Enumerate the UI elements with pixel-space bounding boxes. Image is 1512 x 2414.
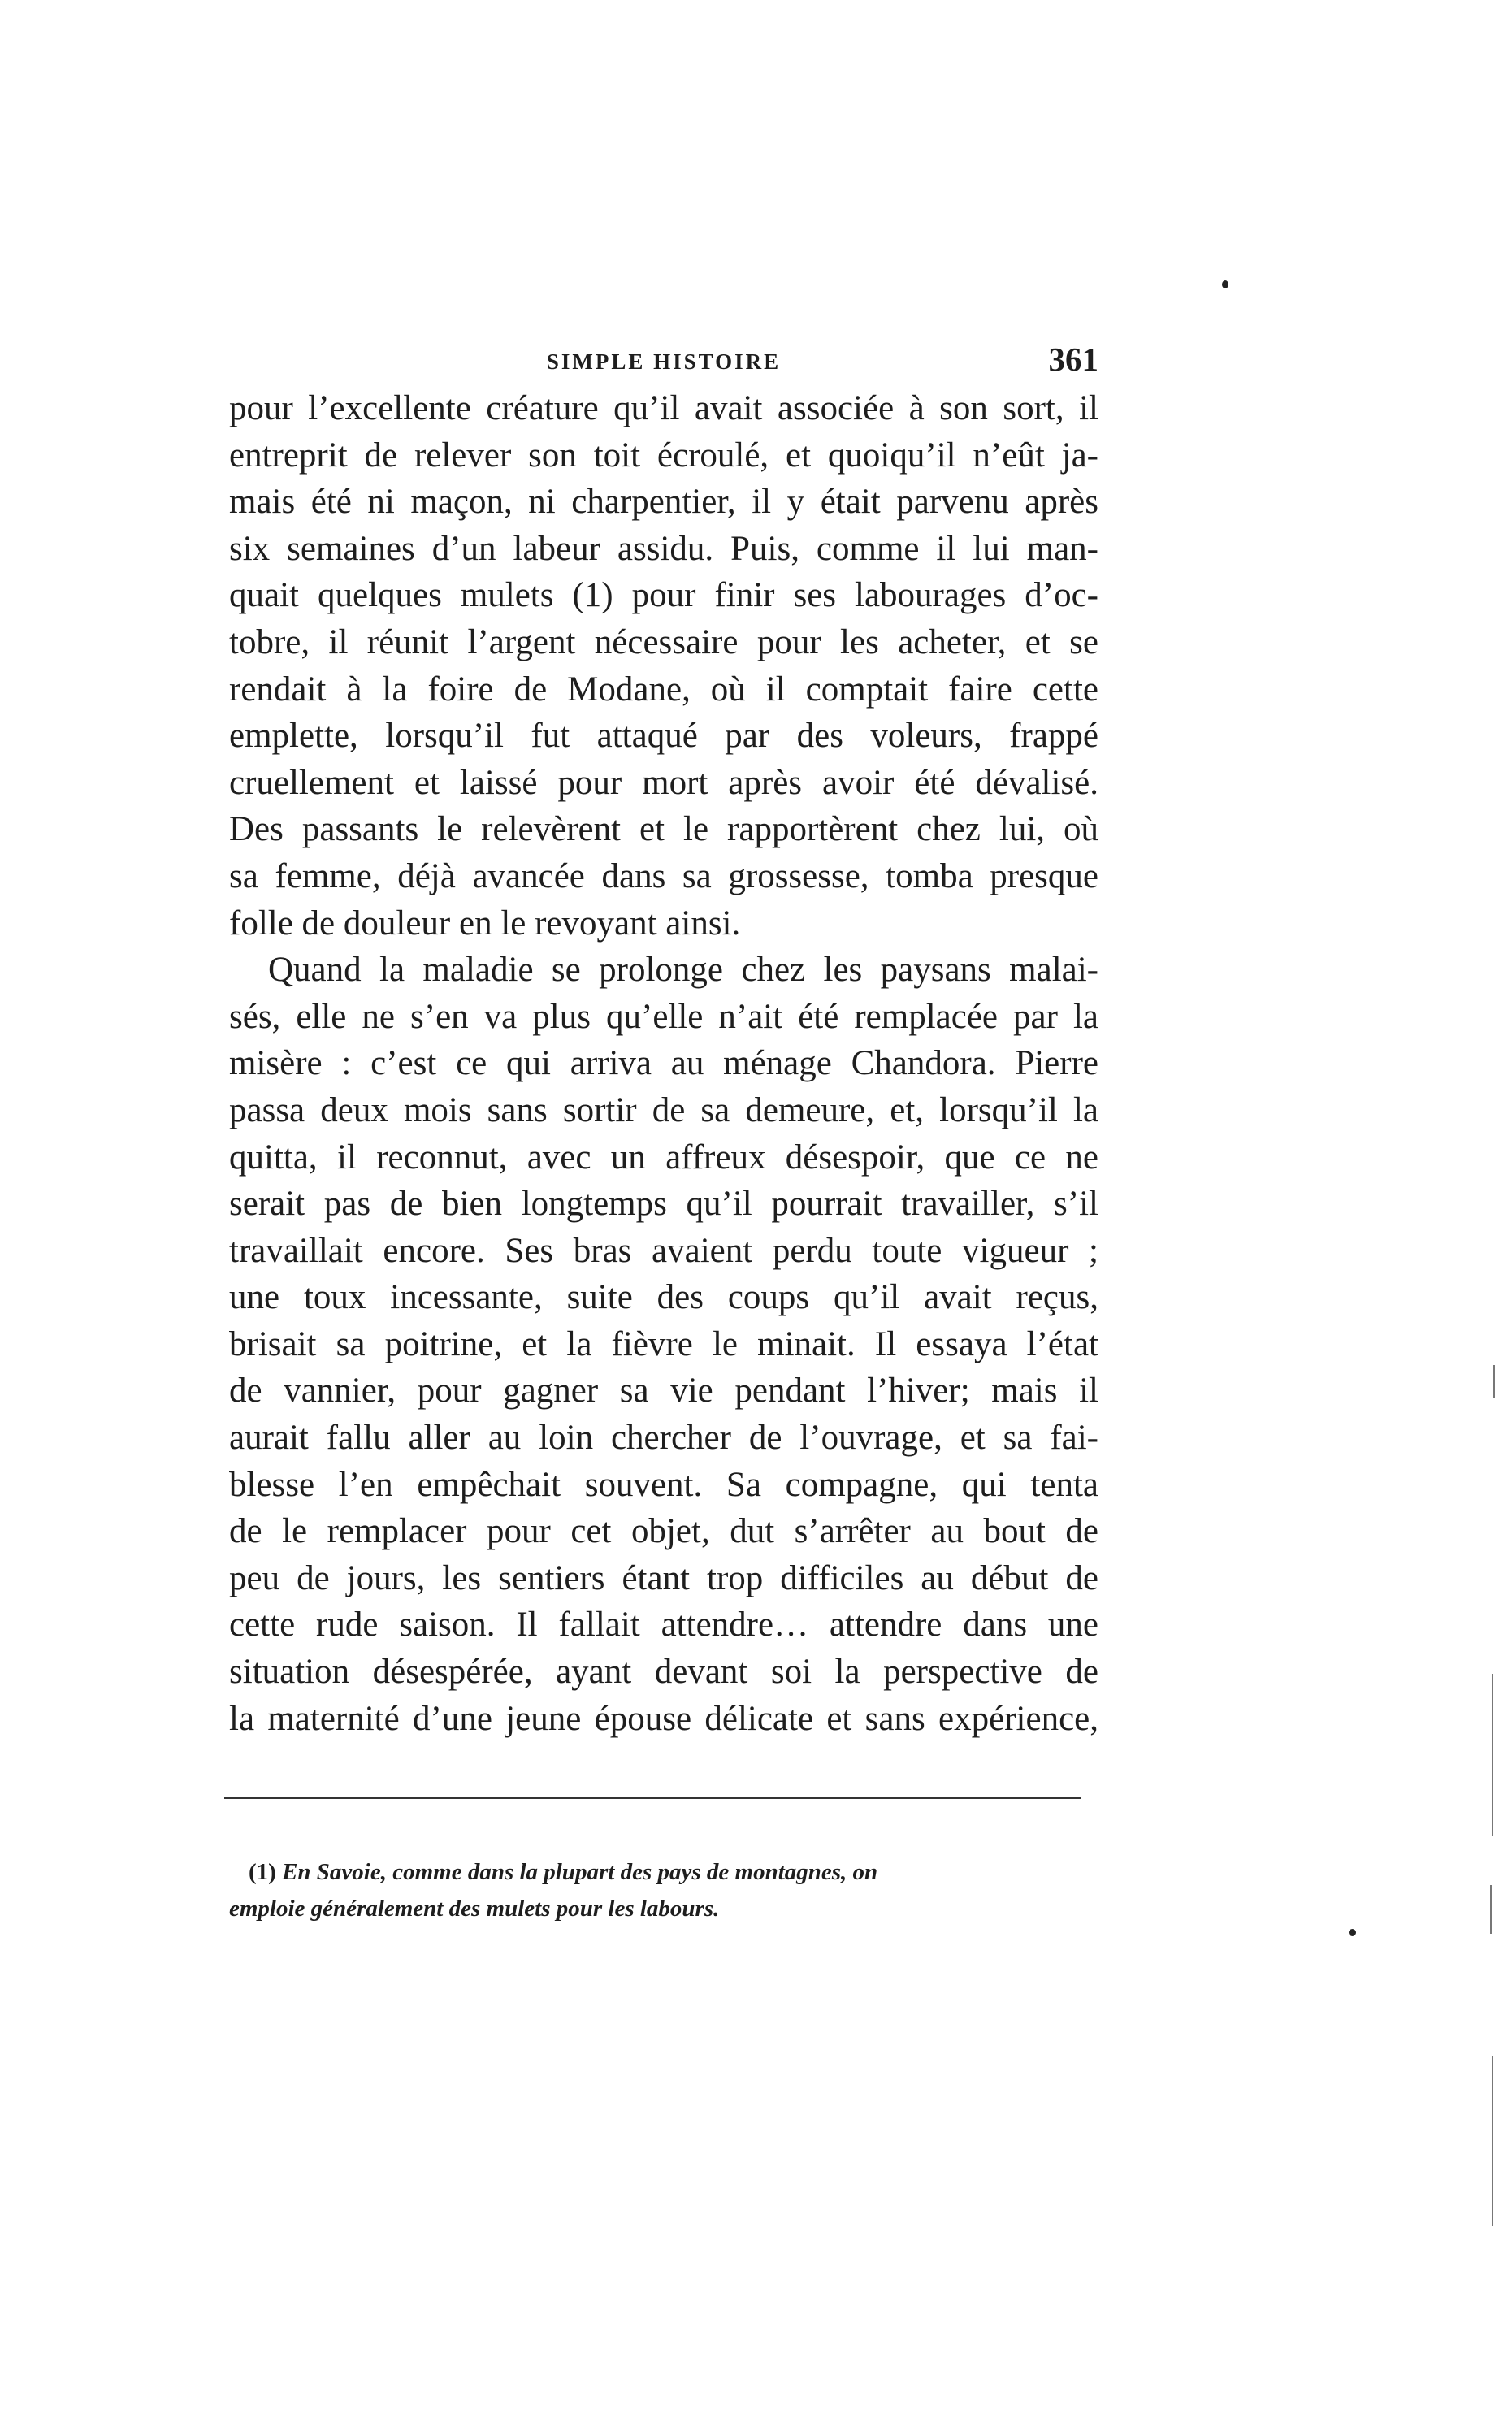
text-line: une toux incessante, suite des coups qu’il avait reçus,	[229, 1278, 1098, 1317]
text-line: peu de jours, les sentiers étant trop difficiles au début de	[229, 1558, 1098, 1597]
text-line: cruellement et laissé pour mort après avoir été dévalisé.	[229, 763, 1098, 802]
text-line: Des passants le relevèrent et le rapportèrent chez lui, où	[229, 810, 1098, 849]
text-line: situation désespérée, ayant devant soi la perspective de	[229, 1653, 1098, 1692]
footnote-text: En Savoie, comme dans la plupart des pays de montagnes, on	[282, 1859, 878, 1885]
footnote-line: emploie généralement des mulets pour les labours.	[229, 1896, 720, 1922]
footnote-marker: (1)	[249, 1859, 276, 1885]
footnote	[229, 1854, 1090, 1927]
footnote-rule	[224, 1797, 1081, 1799]
text-line: emplette, lorsqu’il fut attaqué par des voleurs, frappé	[229, 717, 1098, 756]
scan-streak	[1490, 1885, 1492, 1934]
text-line: mais été ni maçon, ni charpentier, il y était parvenu après	[229, 483, 1098, 522]
scan-streak	[1492, 1674, 1493, 1836]
scan-streak	[1492, 2056, 1493, 2226]
text-line: de vannier, pour gagner sa vie pendant l’hiver; mais il	[229, 1372, 1098, 1411]
footnote-line	[229, 1854, 1090, 1891]
text-line: travaillait encore. Ses bras avaient perdu toute vigueur ;	[229, 1231, 1098, 1270]
text-line: brisait sa poitrine, et la fièvre le minait. Il essaya l’état	[229, 1324, 1098, 1363]
text-line: rendait à la foire de Modane, où il comptait faire cette	[229, 670, 1098, 709]
text-line: aurait fallu aller au loin chercher de l’ouvrage, et sa fai-	[229, 1419, 1098, 1458]
text-line: serait pas de bien longtemps qu’il pourrait travailler, s’il	[229, 1185, 1098, 1224]
text-line: de le remplacer pour cet objet, dut s’arrêter au bout de	[229, 1512, 1098, 1551]
body-text	[229, 385, 1098, 1742]
text-line: Quand la maladie se prolonge chez les paysans malai-	[268, 951, 1098, 990]
text-line: pour l’excellente créature qu’il avait associée à son sort, il	[229, 389, 1098, 427]
text-line: passa deux mois sans sortir de sa demeure, et, lorsqu’il la	[229, 1090, 1098, 1129]
text-line: la maternité d’une jeune épouse délicate et sans expérience,	[229, 1699, 1098, 1738]
text-line: cette rude saison. Il fallait attendre… attendre dans une	[229, 1606, 1098, 1645]
text-line: entreprit de relever son toit écroulé, et quoiqu’il n’eût ja-	[229, 436, 1098, 475]
ink-speck	[1349, 1929, 1356, 1936]
text-line: folle de douleur en le revoyant ainsi.	[229, 904, 741, 943]
text-line: quait quelques mulets (1) pour finir ses labourages d’oc-	[229, 576, 1098, 615]
text-line: sa femme, déjà avancée dans sa grossesse, tomba presque	[229, 856, 1098, 895]
scan-streak	[1493, 1365, 1495, 1398]
running-title: SIMPLE HISTOIRE	[546, 349, 782, 374]
page-header	[229, 340, 1098, 388]
text-line: six semaines d’un labeur assidu. Puis, comme il lui man-	[229, 529, 1098, 568]
text-line: misère : c’est ce qui arriva au ménage Chandora. Pierre	[229, 1044, 1098, 1083]
ink-speck	[1222, 280, 1228, 288]
text-line: blesse l’en empêchait souvent. Sa compagne, qui tenta	[229, 1465, 1098, 1504]
text-line: tobre, il réunit l’argent nécessaire pour les acheter, et se	[229, 622, 1098, 661]
text-line: sés, elle ne s’en va plus qu’elle n’ait été remplacée par la	[229, 997, 1098, 1036]
text-line: quitta, il reconnut, avec un affreux désespoir, que ce ne	[229, 1138, 1098, 1177]
page-number: 361	[1048, 340, 1098, 378]
